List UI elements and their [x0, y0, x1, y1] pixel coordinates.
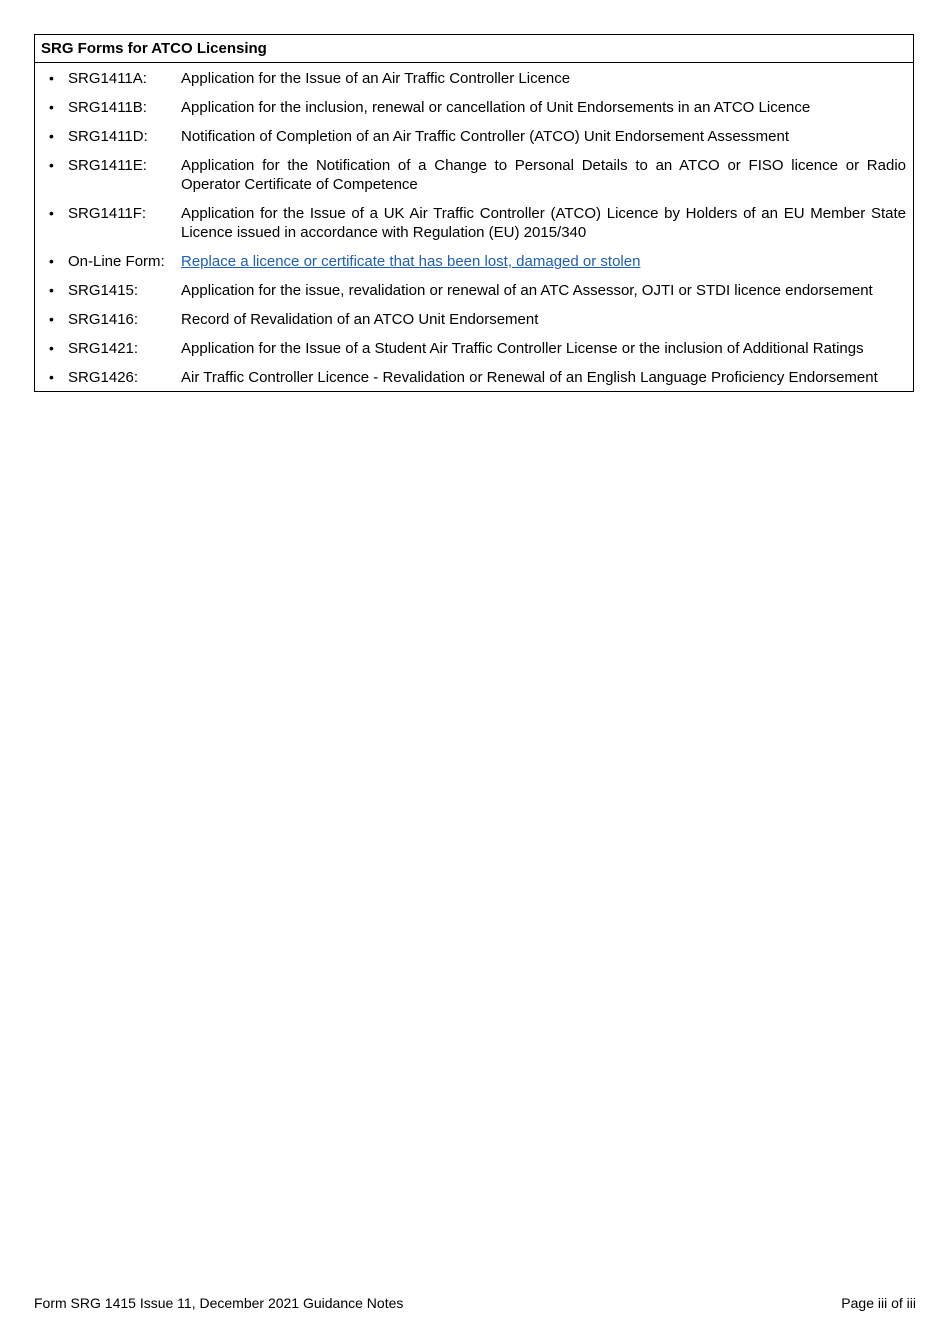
form-description: Application for the Issue of an Air Traffic Controller Licence: [181, 70, 571, 87]
form-item-srg1421: [35, 339, 913, 358]
bullet-icon: •: [49, 157, 54, 173]
form-code: SRG1415:: [68, 282, 139, 299]
form-item-srg1411b: [35, 98, 913, 117]
form-code: SRG1416:: [68, 311, 139, 328]
srg-forms-box: [34, 34, 914, 392]
form-code: SRG1426:: [68, 369, 139, 386]
bullet-icon: •: [49, 369, 54, 385]
form-description: Application for the issue, revalidation or renewal of an ATC Assessor, OJTI or STDI licence endorsement: [181, 282, 873, 299]
forms-list: [35, 63, 913, 391]
page-footer: [34, 1295, 916, 1311]
form-code: SRG1411D:: [68, 128, 148, 145]
footer-form-reference: Form SRG 1415 Issue 11, December 2021 Guidance Notes: [34, 1295, 404, 1311]
form-item-online-form: [35, 252, 913, 271]
form-description: Application for the Issue of a UK Air Traffic Controller (ATCO) Licence by Holders of an EU Member State Licence issued in accordance with Regulation (EU) 2015/340: [181, 205, 906, 241]
form-code: On-Line Form:: [68, 253, 165, 270]
bullet-icon: •: [49, 70, 54, 86]
form-item-srg1426: [35, 368, 913, 387]
form-item-srg1411e: [35, 156, 913, 194]
form-code: SRG1421:: [68, 340, 139, 357]
form-code: SRG1411B:: [68, 99, 147, 116]
form-item-srg1415: [35, 281, 913, 300]
form-item-srg1411f: [35, 204, 913, 242]
form-description: Application for the Issue of a Student Air Traffic Controller License or the inclusion of Additional Ratings: [181, 340, 864, 357]
forms-box-title: SRG Forms for ATCO Licensing: [35, 35, 913, 63]
form-item-srg1411a: [35, 69, 913, 88]
bullet-icon: •: [49, 340, 54, 356]
form-description: Record of Revalidation of an ATCO Unit Endorsement: [181, 311, 539, 328]
form-item-srg1416: [35, 310, 913, 329]
replace-licence-link[interactable]: Replace a licence or certificate that has been lost, damaged or stolen: [181, 253, 641, 270]
bullet-icon: •: [49, 99, 54, 115]
form-code: SRG1411E:: [68, 157, 147, 174]
form-description: Air Traffic Controller Licence - Revalidation or Renewal of an English Language Proficiency Endorsement: [181, 369, 878, 386]
form-code: SRG1411F:: [68, 205, 147, 222]
form-item-srg1411d: [35, 127, 913, 146]
bullet-icon: •: [49, 128, 54, 144]
form-code: SRG1411A:: [68, 70, 147, 87]
bullet-icon: •: [49, 205, 54, 221]
form-description: Notification of Completion of an Air Traffic Controller (ATCO) Unit Endorsement Assessment: [181, 128, 790, 145]
form-description: Application for the Notification of a Change to Personal Details to an ATCO or FISO licence or Radio Operator Certificate of Competence: [181, 157, 906, 193]
footer-page-number: Page iii of iii: [841, 1295, 916, 1311]
bullet-icon: •: [49, 311, 54, 327]
bullet-icon: •: [49, 282, 54, 298]
bullet-icon: •: [49, 253, 54, 269]
form-description: Application for the inclusion, renewal or cancellation of Unit Endorsements in an ATCO Licence: [181, 99, 811, 116]
